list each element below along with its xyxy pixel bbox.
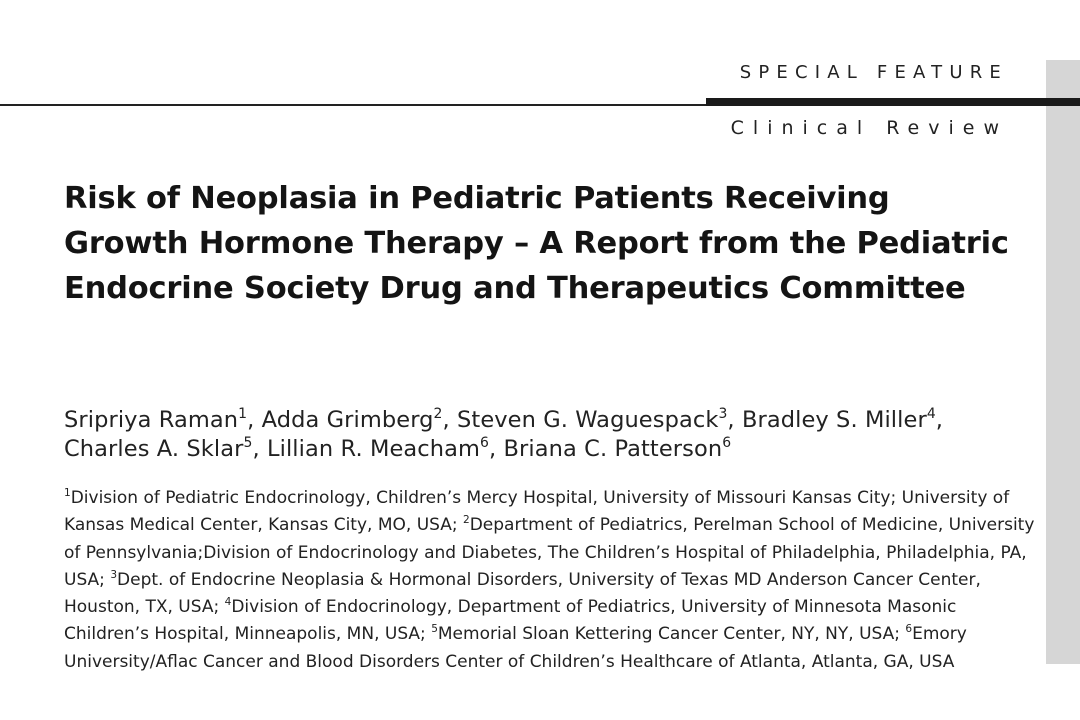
author-name: Briana C. Patterson (503, 436, 723, 462)
author-name: Sripriya Raman (64, 407, 239, 433)
author-affiliation-ref: 5 (243, 434, 253, 451)
affiliation-number: 4 (224, 596, 232, 609)
author-name: Lillian R. Meacham (266, 436, 481, 462)
author-name: Steven G. Waguespack (457, 407, 719, 433)
author-affiliation-ref: 6 (480, 434, 489, 451)
affiliation-number: 1 (64, 487, 71, 500)
header-rule-thick (706, 98, 1080, 106)
affiliation-number: 2 (463, 514, 470, 527)
affiliation-text: Division of Pediatric Endocrinology, Children’s Mercy Hospital, University of Missouri Kansas City; University of Kansas Medical Center, Kansas City, MO, USA; (64, 488, 1010, 536)
affiliation-number: 5 (431, 623, 438, 636)
affiliation-text: Division of Endocrinology, Department of Pediatrics, University of Minnesota Masonic Children’s Hospital, Minneapolis, MN, USA; (64, 597, 957, 645)
affiliation-number: 3 (110, 569, 118, 582)
author: Charles A. Sklar$^5$, (64, 434, 267, 462)
author: Bradley S. Miller$^4$, (741, 405, 944, 433)
author-name: Adda Grimberg (261, 407, 434, 433)
affiliation (431, 624, 900, 644)
author: Adda Grimberg$^2$, (261, 405, 458, 433)
article-title: Risk of Neoplasia in Pediatric Patients Receiving Growth Hormone Therapy – A Report from the Pediatric Endocrine Society Drug and Therapeutics Committee (64, 181, 1009, 306)
author-affiliation-ref: 4 (926, 405, 936, 422)
affiliation-text: Memorial Sloan Kettering Cancer Center, NY, NY, USA; (437, 624, 900, 645)
affiliation-text: Emory University/Aflac Cancer and Blood Disorders Center of Children’s Healthcare of Atlanta, Atlanta, GA, USA (64, 624, 967, 672)
subsection-label: Clinical Review (730, 117, 1008, 139)
author-affiliation-ref: 2 (433, 405, 443, 422)
author-affiliation-ref: 1 (238, 405, 248, 422)
header-rule-thin (0, 104, 706, 106)
author-list (64, 406, 1024, 464)
author: Sripriya Raman$^1$, (64, 405, 262, 433)
author: Steven G. Waguespack$^3$, (457, 405, 742, 433)
affiliation-number: 6 (905, 623, 913, 636)
affiliation-text: Department of Pediatrics, Perelman School of Medicine, University of Pennsylvania;Division of Endocrinology and Diabetes, The Children’s Hospital of Philadelphia, Philadelphia, PA, USA; (64, 515, 1035, 590)
affiliation-text: Dept. of Endocrine Neoplasia & Hormonal Disorders, University of Texas MD Anderson Cancer Center, Houston, TX, USA; (64, 569, 981, 618)
author-name: Charles A. Sklar (64, 436, 244, 462)
author-affiliation-ref: 6 (722, 434, 732, 451)
page-margin-bar (1046, 60, 1080, 664)
section-label: SPECIAL FEATURE (739, 62, 1008, 83)
affiliation-list (64, 485, 1039, 676)
author-affiliation-ref: 3 (718, 405, 728, 422)
author: Lillian R. Meacham$^6$, (266, 434, 504, 462)
author-name: Bradley S. Miller (741, 407, 927, 433)
author (504, 436, 732, 462)
